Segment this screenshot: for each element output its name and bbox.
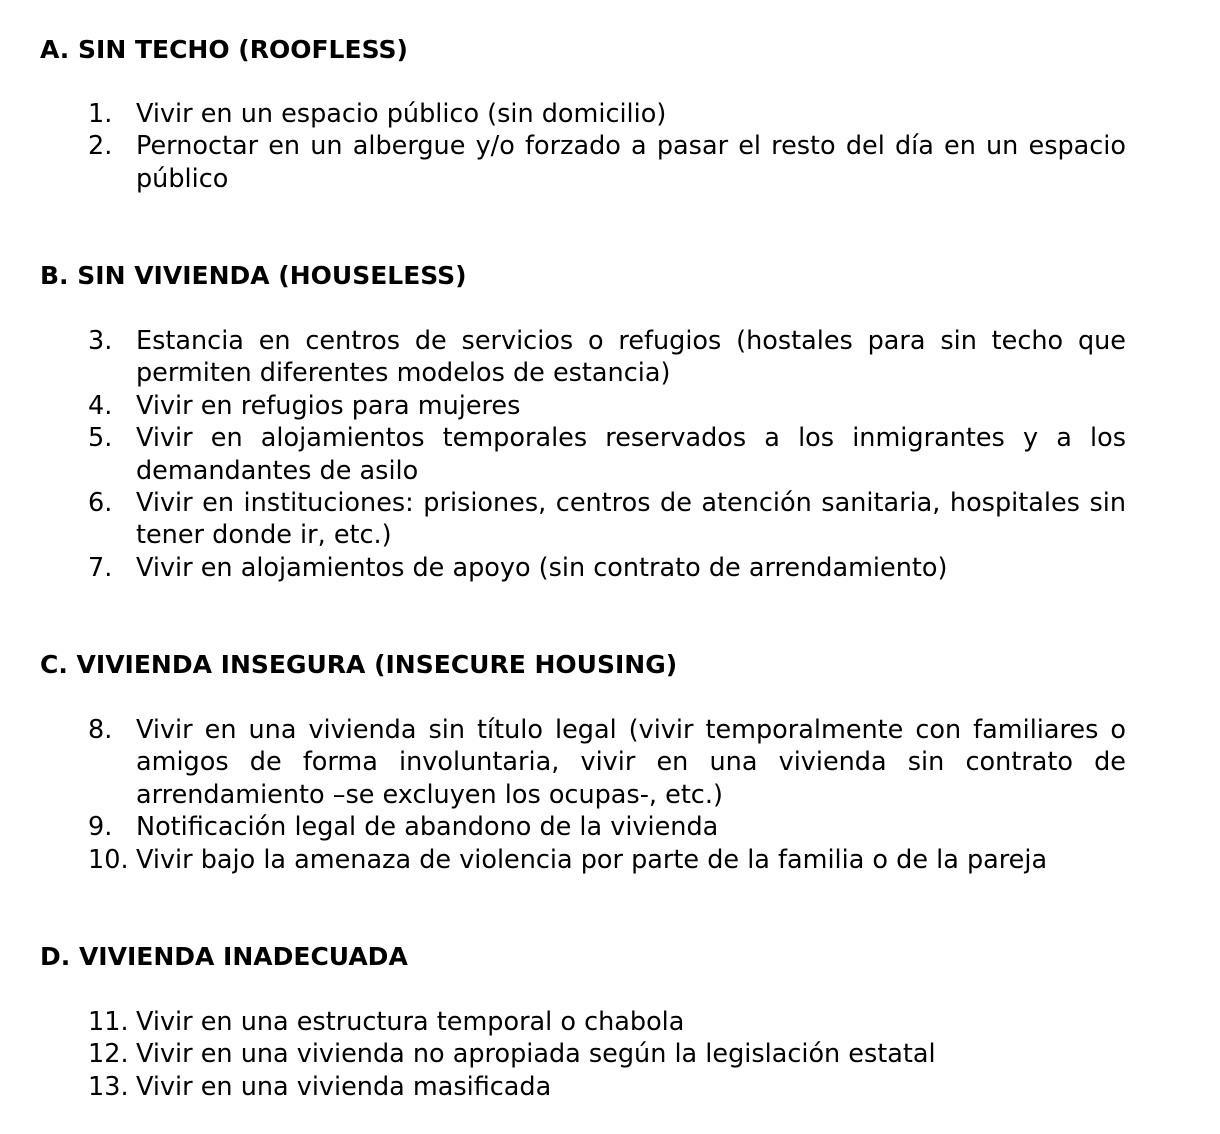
item-text: Vivir en refugios para mujeres (136, 390, 521, 421)
section-title: A. SIN TECHO (ROOFLESS) (40, 35, 408, 64)
item-number: 3. (88, 326, 113, 356)
item-text: Estancia en centros de servicios o refugios (hostales para sin techo que permiten diferentes modelos de estancia) (136, 326, 1126, 389)
list-item (40, 1071, 1126, 1103)
list-item (40, 325, 1126, 390)
list-item (40, 844, 1126, 876)
item-number: 9. (88, 812, 113, 843)
item-list (40, 1006, 1126, 1103)
item-number: 8. (88, 715, 113, 745)
item-list (40, 714, 1126, 876)
item-number: 2. (88, 131, 113, 162)
list-item (40, 552, 1126, 584)
item-text: Vivir en alojamientos de apoyo (sin contrato de arrendamiento) (136, 552, 948, 583)
section-d (40, 941, 1126, 1103)
item-number: 6. (88, 488, 113, 519)
list-item (40, 714, 1126, 811)
item-list (40, 325, 1126, 584)
item-number: 1. (88, 99, 113, 129)
item-number: 13. (88, 1071, 129, 1102)
item-text: Vivir bajo la amenaza de violencia por parte de la familia o de la pareja (136, 844, 1048, 875)
list-item (40, 422, 1126, 487)
item-list (40, 98, 1126, 195)
item-text: Vivir en una vivienda no apropiada según la legislación estatal (136, 1039, 936, 1070)
list-item (40, 1038, 1126, 1070)
item-text: Vivir en alojamientos temporales reservados a los inmigrantes y a los demandantes de asilo (136, 423, 1126, 486)
list-item (40, 130, 1126, 195)
item-text: Vivir en una estructura temporal o chabola (136, 1007, 685, 1037)
section-c (40, 649, 1126, 876)
section-b (40, 260, 1126, 584)
item-number: 7. (88, 552, 113, 583)
item-number: 10. (88, 844, 129, 875)
list-item (40, 487, 1126, 552)
item-text: Vivir en un espacio público (sin domicilio) (136, 99, 667, 129)
item-number: 11. (88, 1007, 129, 1037)
item-text: Vivir en instituciones: prisiones, centros de atención sanitaria, hospitales sin tener donde ir, etc.) (136, 488, 1126, 551)
section-a (40, 34, 1126, 195)
item-number: 4. (88, 390, 113, 421)
list-item (40, 98, 1126, 130)
item-text: Vivir en una vivienda masificada (136, 1071, 552, 1102)
item-number: 5. (88, 423, 113, 454)
item-text: Notificación legal de abandono de la vivienda (136, 812, 719, 843)
item-number: 12. (88, 1039, 129, 1070)
item-text: Vivir en una vivienda sin título legal (vivir temporalmente con familiares o amigos de forma involuntaria, vivir en una vivienda sin contrato de arrendamiento –se excluyen los ocupas-, etc.) (136, 715, 1126, 810)
list-item (40, 390, 1126, 422)
section-title: B. SIN VIVIENDA (HOUSELESS) (40, 261, 467, 290)
section-title: C. VIVIENDA INSEGURA (INSECURE HOUSING) (40, 650, 678, 679)
item-text: Pernoctar en un albergue y/o forzado a pasar el resto del día en un espacio público (136, 131, 1126, 194)
section-title: D. VIVIENDA INADECUADA (40, 942, 408, 971)
list-item (40, 1006, 1126, 1038)
list-item (40, 811, 1126, 843)
